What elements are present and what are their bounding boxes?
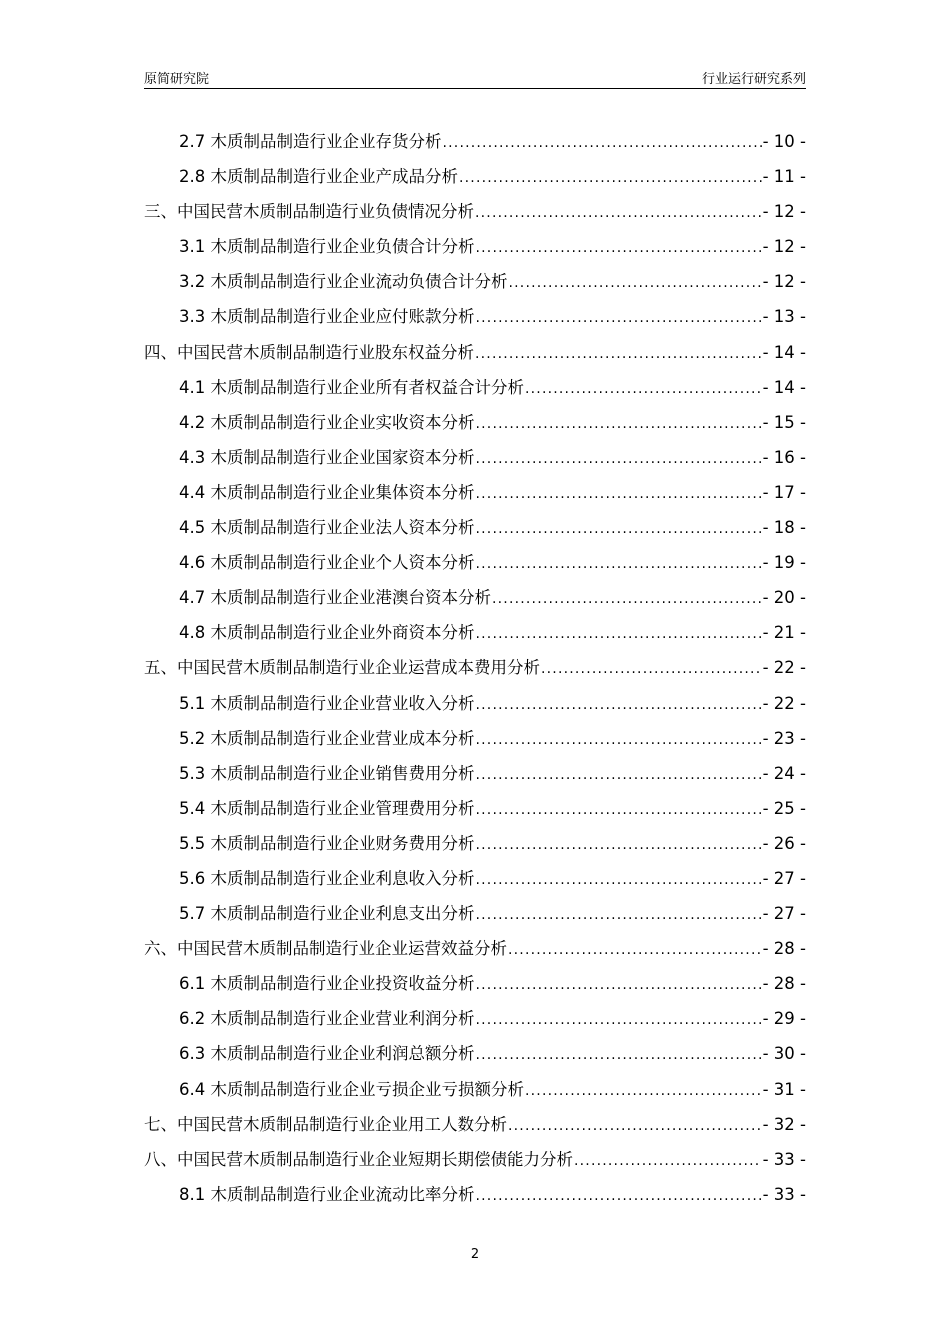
toc-entry-title: 4.6 木质制品制造行业企业个人资本分析 <box>179 553 475 573</box>
toc-entry-page: - 14 - <box>762 342 806 362</box>
toc-entry[interactable] <box>144 865 806 900</box>
toc-entry[interactable] <box>144 619 806 654</box>
toc-entry-title: 5.2 木质制品制造行业企业营业成本分析 <box>179 728 475 748</box>
toc-entry-title: 8.1 木质制品制造行业企业流动比率分析 <box>179 1184 475 1204</box>
toc-entry-page: - 10 - <box>762 132 806 151</box>
toc-entry[interactable] <box>144 303 806 338</box>
toc-entry-page: - 14 - <box>762 377 806 397</box>
toc-dot-leader <box>476 1188 762 1204</box>
toc-dot-leader <box>525 1083 762 1099</box>
toc-dot-leader <box>476 872 762 888</box>
toc-dot-leader <box>476 451 762 467</box>
toc-entry-page: - 20 - <box>762 588 806 608</box>
toc-entry[interactable] <box>144 970 806 1005</box>
toc-entry[interactable] <box>144 198 806 233</box>
toc-entry-page: - 15 - <box>762 412 806 432</box>
toc-entry[interactable] <box>144 830 806 865</box>
toc-entry-page: - 16 - <box>762 447 806 467</box>
toc-entry[interactable] <box>144 549 806 584</box>
toc-entry-page: - 24 - <box>762 763 806 783</box>
toc-entry[interactable] <box>144 1005 806 1040</box>
toc-entry-title: 4.5 木质制品制造行业企业法人资本分析 <box>179 518 475 538</box>
toc-dot-leader <box>476 521 762 537</box>
toc-dot-leader <box>574 1153 762 1169</box>
toc-dot-leader <box>476 626 762 642</box>
toc-entry-title: 6.1 木质制品制造行业企业投资收益分析 <box>179 974 475 994</box>
toc-entry[interactable] <box>144 725 806 760</box>
toc-dot-leader <box>443 135 762 151</box>
toc-entry-title: 四、中国民营木质制品制造行业股东权益分析 <box>144 342 474 362</box>
toc-dot-leader <box>476 1012 762 1028</box>
toc-entry-title: 6.2 木质制品制造行业企业营业利润分析 <box>179 1009 475 1029</box>
toc-entry[interactable] <box>144 339 806 374</box>
page-header <box>144 66 806 89</box>
toc-entry-title: 七、中国民营木质制品制造行业企业用工人数分析 <box>144 1114 507 1134</box>
toc-dot-leader <box>476 977 762 993</box>
toc-entry[interactable] <box>144 900 806 935</box>
toc-entry[interactable] <box>144 1146 806 1181</box>
toc-entry[interactable] <box>144 1040 806 1075</box>
toc-dot-leader <box>476 907 762 923</box>
toc-entry[interactable] <box>144 374 806 409</box>
toc-entry-title: 5.7 木质制品制造行业企业利息支出分析 <box>179 904 475 924</box>
toc-entry-title: 八、中国民营木质制品制造行业企业短期长期偿债能力分析 <box>144 1149 573 1169</box>
toc-dot-leader <box>476 556 762 572</box>
toc-entry-page: - 13 - <box>762 307 806 327</box>
toc-entry[interactable] <box>144 128 806 163</box>
toc-entry-page: - 12 - <box>762 272 806 292</box>
toc-entry-title: 5.3 木质制品制造行业企业销售费用分析 <box>179 763 475 783</box>
toc-entry[interactable] <box>144 690 806 725</box>
toc-entry-title: 六、中国民营木质制品制造行业企业运营效益分析 <box>144 939 507 959</box>
toc-entry[interactable] <box>144 1111 806 1146</box>
toc-entry[interactable] <box>144 233 806 268</box>
toc-dot-leader <box>475 346 762 362</box>
toc-entry-page: - 23 - <box>762 728 806 748</box>
toc-entry[interactable] <box>144 1181 806 1216</box>
toc-entry-title: 4.3 木质制品制造行业企业国家资本分析 <box>179 447 475 467</box>
toc-entry[interactable] <box>144 163 806 198</box>
toc-entry-page: - 33 - <box>762 1184 806 1204</box>
toc-entry-page: - 33 - <box>762 1149 806 1169</box>
toc-entry-title: 3.2 木质制品制造行业企业流动负债合计分析 <box>179 272 508 292</box>
toc-entry-page: - 25 - <box>762 798 806 818</box>
table-of-contents <box>144 128 806 1216</box>
toc-entry-title: 4.8 木质制品制造行业企业外商资本分析 <box>179 623 475 643</box>
toc-entry-page: - 17 - <box>762 482 806 502</box>
toc-dot-leader <box>541 661 762 677</box>
toc-entry[interactable] <box>144 654 806 689</box>
toc-dot-leader <box>475 205 762 221</box>
toc-entry-page: - 22 - <box>762 658 806 678</box>
toc-dot-leader <box>476 802 762 818</box>
header-series-title: 行业运行研究系列 <box>701 72 806 87</box>
toc-dot-leader <box>525 381 762 397</box>
toc-entry-page: - 28 - <box>762 939 806 959</box>
toc-entry-title: 5.1 木质制品制造行业企业营业收入分析 <box>179 693 475 713</box>
toc-dot-leader <box>476 310 762 326</box>
toc-entry[interactable] <box>144 795 806 830</box>
toc-dot-leader <box>476 837 762 853</box>
toc-entry-title: 6.4 木质制品制造行业企业亏损企业亏损额分析 <box>179 1079 524 1099</box>
toc-dot-leader <box>492 591 762 607</box>
toc-entry-title: 三、中国民营木质制品制造行业负债情况分析 <box>144 202 474 222</box>
toc-entry-page: - 21 - <box>762 623 806 643</box>
toc-entry[interactable] <box>144 584 806 619</box>
toc-entry-page: - 29 - <box>762 1009 806 1029</box>
toc-entry-title: 3.1 木质制品制造行业企业负债合计分析 <box>179 237 475 257</box>
toc-entry-page: - 32 - <box>762 1114 806 1134</box>
toc-entry-page: - 27 - <box>762 904 806 924</box>
toc-entry-title: 5.6 木质制品制造行业企业利息收入分析 <box>179 868 475 888</box>
toc-entry-page: - 31 - <box>762 1079 806 1099</box>
toc-entry-page: - 22 - <box>762 693 806 713</box>
toc-dot-leader <box>509 275 762 291</box>
toc-entry-page: - 18 - <box>762 518 806 538</box>
toc-entry-page: - 12 - <box>762 202 806 222</box>
page-number: 2 <box>470 1247 480 1262</box>
toc-entry[interactable] <box>144 760 806 795</box>
header-organization: 原简研究院 <box>144 72 210 87</box>
toc-entry[interactable] <box>144 479 806 514</box>
toc-entry-page: - 11 - <box>762 167 806 187</box>
toc-entry-page: - 28 - <box>762 974 806 994</box>
toc-entry-title: 4.7 木质制品制造行业企业港澳台资本分析 <box>179 588 491 608</box>
toc-entry-page: - 27 - <box>762 868 806 888</box>
toc-entry-title: 4.1 木质制品制造行业企业所有者权益合计分析 <box>179 377 524 397</box>
toc-entry[interactable] <box>144 444 806 479</box>
toc-dot-leader <box>459 170 762 186</box>
toc-entry-page: - 19 - <box>762 553 806 573</box>
toc-dot-leader <box>476 486 762 502</box>
toc-entry[interactable] <box>144 409 806 444</box>
toc-dot-leader <box>476 767 762 783</box>
toc-dot-leader <box>476 1047 762 1063</box>
toc-dot-leader <box>476 240 762 256</box>
toc-entry-title: 4.4 木质制品制造行业企业集体资本分析 <box>179 482 475 502</box>
toc-entry-title: 5.5 木质制品制造行业企业财务费用分析 <box>179 833 475 853</box>
toc-entry-page: - 12 - <box>762 237 806 257</box>
toc-entry-page: - 26 - <box>762 833 806 853</box>
toc-entry-title: 6.3 木质制品制造行业企业利润总额分析 <box>179 1044 475 1064</box>
toc-dot-leader <box>476 416 762 432</box>
toc-entry-title: 3.3 木质制品制造行业企业应付账款分析 <box>179 307 475 327</box>
toc-entry[interactable] <box>144 935 806 970</box>
toc-entry[interactable] <box>144 1076 806 1111</box>
toc-dot-leader <box>476 697 762 713</box>
toc-entry-title: 2.7 木质制品制造行业企业存货分析 <box>179 132 442 151</box>
toc-dot-leader <box>508 1118 762 1134</box>
toc-entry-title: 五、中国民营木质制品制造行业企业运营成本费用分析 <box>144 658 540 678</box>
toc-entry-title: 2.8 木质制品制造行业企业产成品分析 <box>179 167 458 187</box>
toc-entry[interactable] <box>144 514 806 549</box>
toc-entry-page: - 30 - <box>762 1044 806 1064</box>
toc-entry-title: 4.2 木质制品制造行业企业实收资本分析 <box>179 412 475 432</box>
toc-entry-title: 5.4 木质制品制造行业企业管理费用分析 <box>179 798 475 818</box>
toc-entry[interactable] <box>144 268 806 303</box>
toc-dot-leader <box>476 732 762 748</box>
toc-dot-leader <box>508 942 762 958</box>
